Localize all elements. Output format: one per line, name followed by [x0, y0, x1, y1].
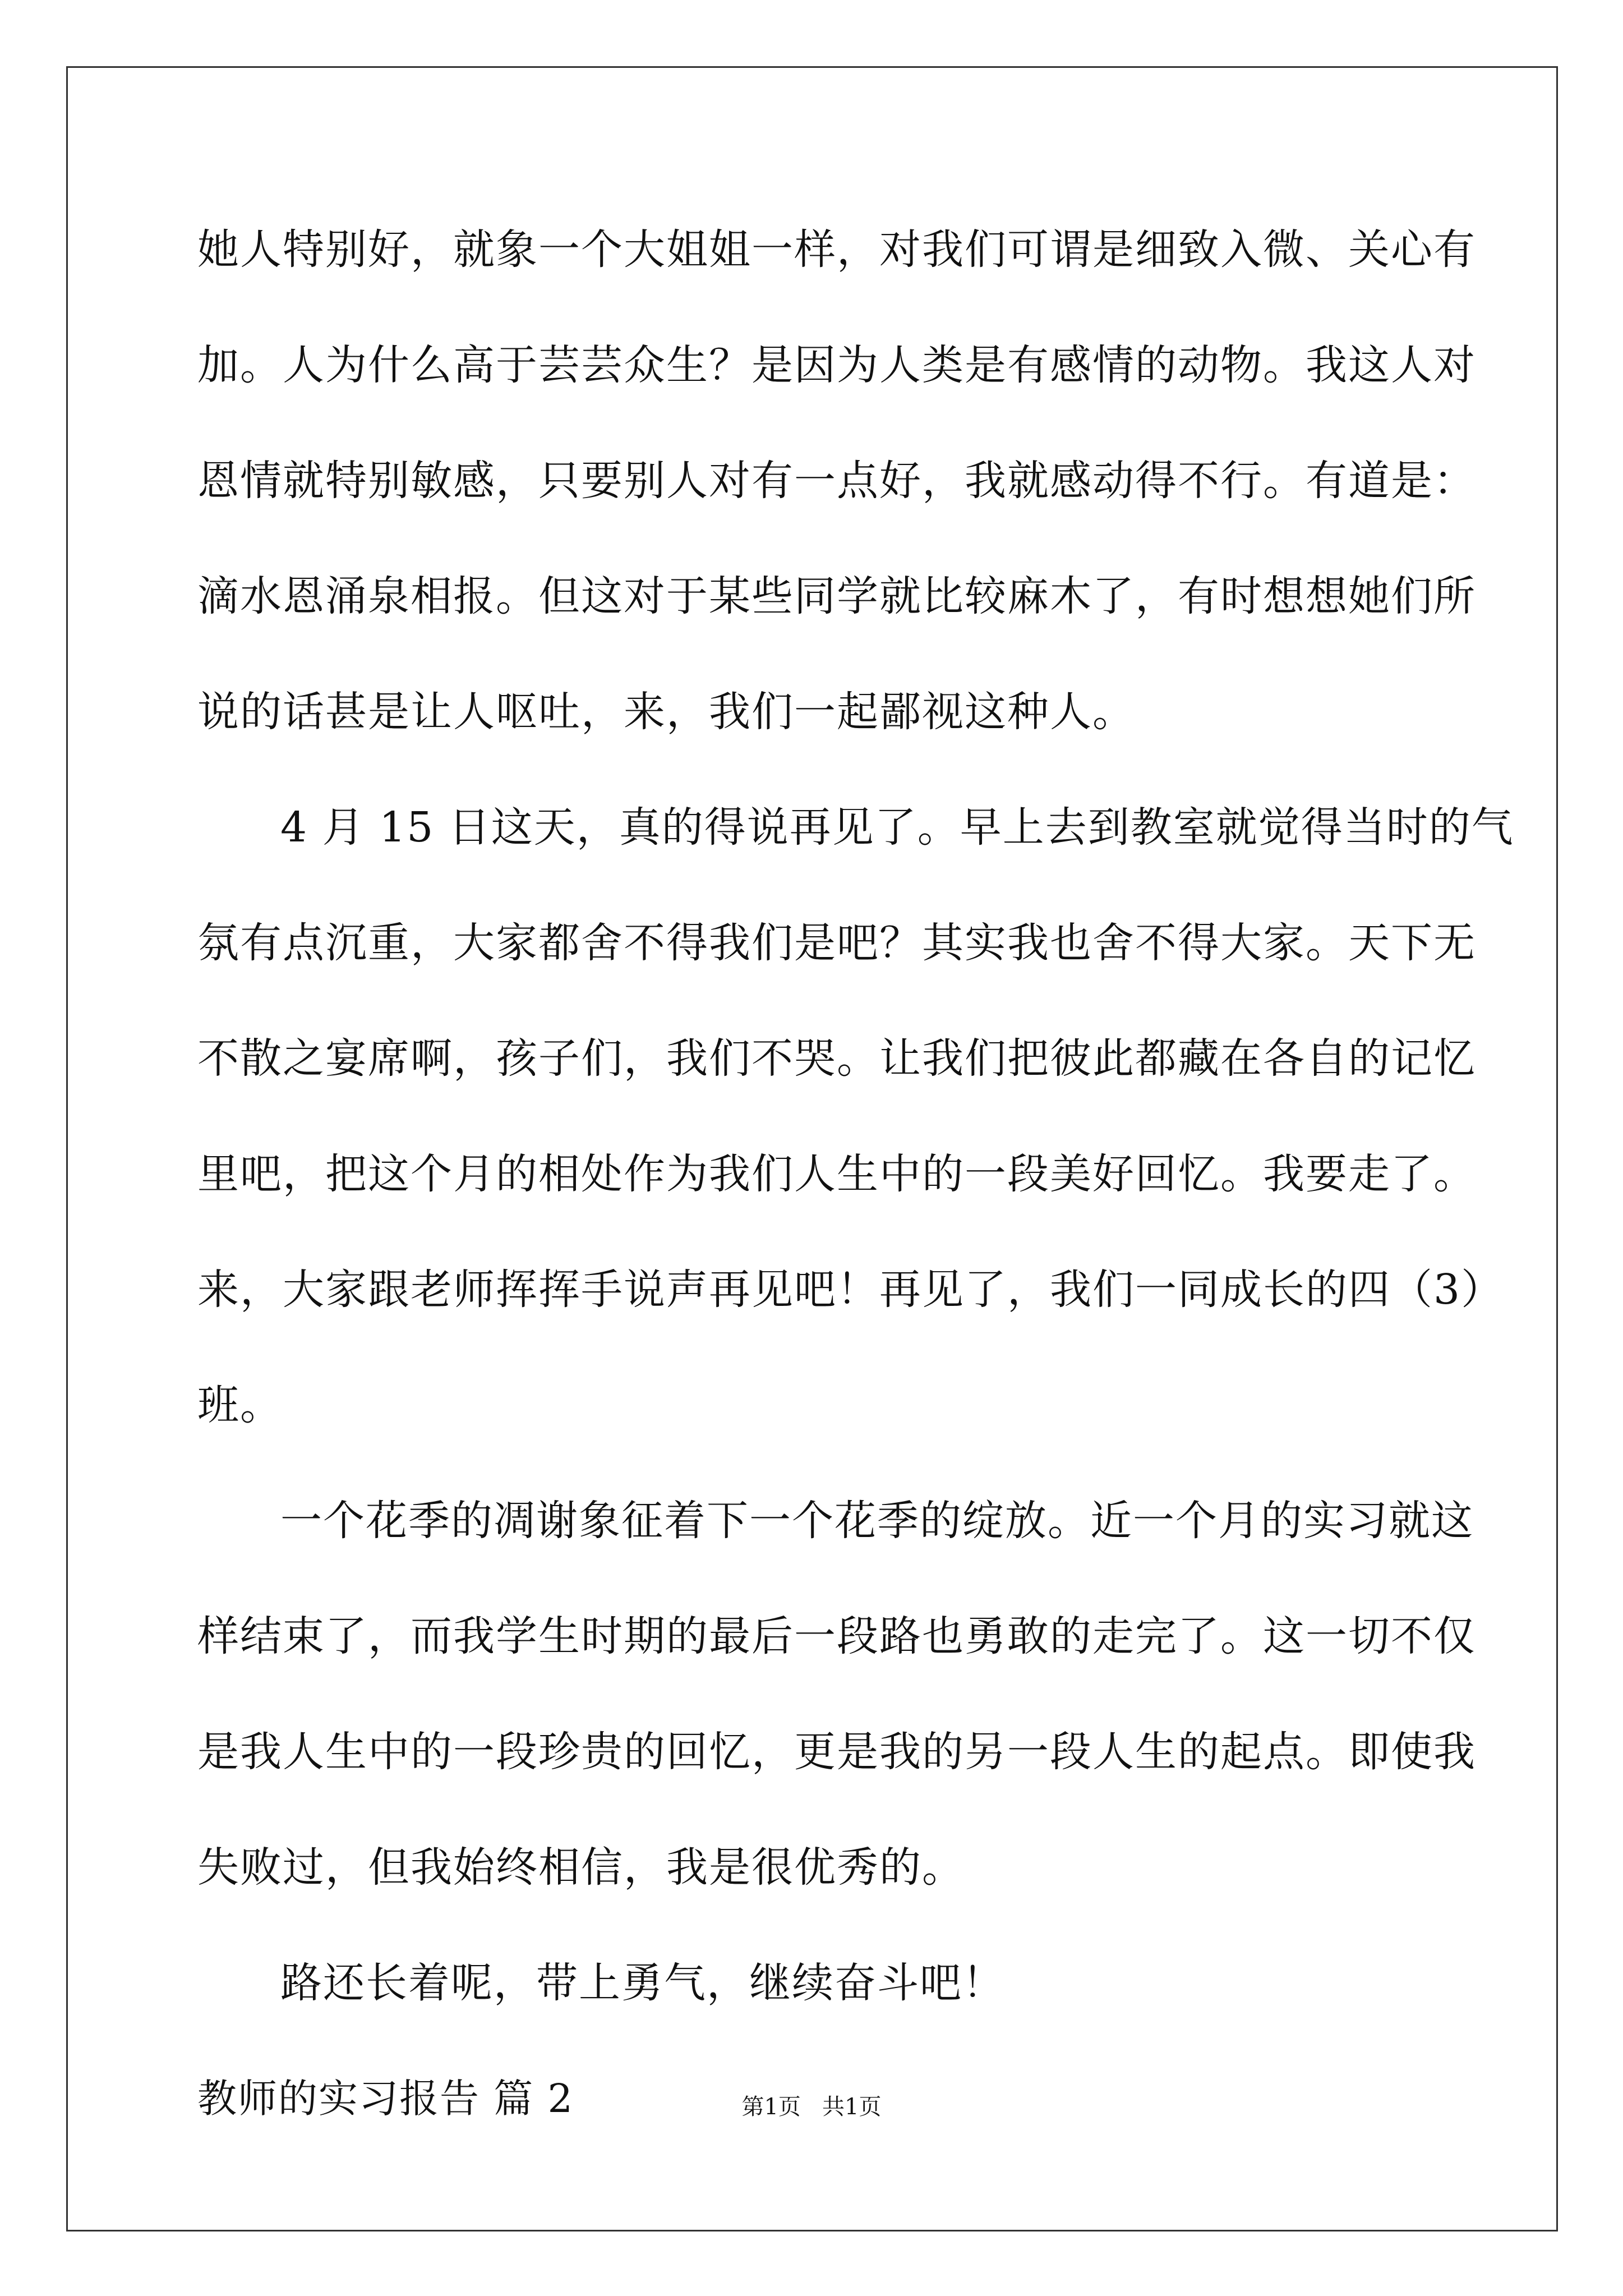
- paragraph-line: 氛有点沉重，大家都舍不得我们是吧？其实我也舍不得大家。天下无: [197, 919, 1476, 967]
- paragraph-line: 滴水恩涌泉相报。但这对于某些同学就比较麻木了，有时想想她们所: [197, 572, 1476, 620]
- paragraph-line: 恩情就特别敏感，只要别人对有一点好，我就感动得不行。有道是：: [197, 457, 1476, 505]
- section-heading: 教师的实习报告 篇 2: [197, 2076, 574, 2122]
- paragraph-line: 她人特别好，就象一个大姐姐一样，对我们可谓是细致入微、关心有: [197, 226, 1476, 274]
- page-number-footer: 第1页 共1页: [741, 2094, 882, 2120]
- document-body: [197, 216, 1514, 2180]
- paragraph-line: 里吧，把这个月的相处作为我们人生中的一段美好回忆。我要走了。: [197, 1150, 1476, 1198]
- paragraph-line: 班。: [197, 1381, 283, 1429]
- paragraph-line: 样结束了，而我学生时期的最后一段路也勇敢的走完了。这一切不仅: [197, 1612, 1476, 1660]
- paragraph-line: 失败过，但我始终相信，我是很优秀的。: [197, 1843, 965, 1892]
- paragraph-line: 加。人为什么高于芸芸众生？是因为人类是有感情的动物。我这人对: [197, 341, 1476, 389]
- paragraph-line: 路还长着呢，带上勇气，继续奋斗吧！: [280, 1959, 1005, 2007]
- paragraph-line: 是我人生中的一段珍贵的回忆，更是我的另一段人生的起点。即使我: [197, 1728, 1476, 1776]
- paragraph-line: 不散之宴席啊，孩子们，我们不哭。让我们把彼此都藏在各自的记忆: [197, 1034, 1476, 1083]
- paragraph-line: 来，大家跟老师挥挥手说声再见吧！再见了，我们一同成长的四（3）: [197, 1266, 1504, 1314]
- paragraph-line: 说的话甚是让人呕吐，来，我们一起鄙视这种人。: [197, 688, 1135, 736]
- paragraph-line: 4 月 15 日这天，真的得说再见了。早上去到教室就觉得当时的气: [280, 803, 1514, 852]
- paragraph-line: 一个花季的凋谢象征着下一个花季的绽放。近一个月的实习就这: [280, 1497, 1474, 1545]
